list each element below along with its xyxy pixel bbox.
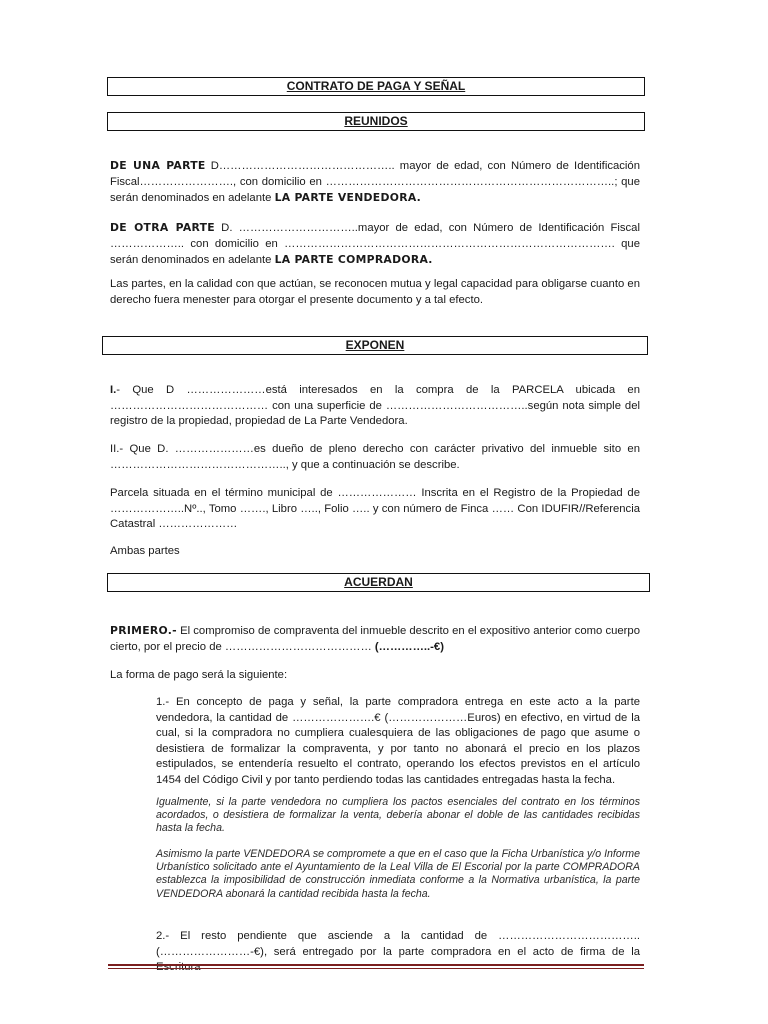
primero-text: El compromiso de compraventa del inmueble descrito en el expositivo anterior como cuerpo cierto, por el precio de ………………………………… bbox=[110, 625, 640, 653]
una-parte-label: DE UNA PARTE bbox=[110, 159, 206, 172]
exponen-heading: EXPONEN bbox=[345, 338, 405, 352]
primero-paragraph bbox=[110, 623, 640, 655]
document-title: CONTRATO DE PAGA Y SEÑAL bbox=[286, 79, 466, 93]
igualmente-paragraph: Igualmente, si la parte vendedora no cumpliera los pactos esenciales del contrato en los términos acordados, o desistiera de formalizar la venta, debería abonar el doble de las cantidades recibidas hasta la fecha. bbox=[156, 796, 640, 835]
punto-1-paragraph: 1.- En concepto de paga y señal, la parte compradora entrega en este acto a la parte vendedora, la cantidad de ………………….€ (…………………Euros) en efectivo, en virtud de la cual, si la compradora no cumpliera cualesquiera de las obligaciones de pago que asume o desistiera de formalizar la compraventa, y por tanto no abonará el precio en los plazos estipulados, se entendería resuelto el contrato, operando los efectos previstos en el artículo 1454 del Código Civil y por tanto perdiendo todas las cantidades entregadas hasta la fecha. bbox=[156, 696, 640, 786]
reunidos-heading: REUNIDOS bbox=[344, 114, 408, 128]
expone-i-label: I. bbox=[110, 384, 117, 396]
reunidos-header bbox=[107, 112, 645, 131]
una-parte-text: D……………………………………….. mayor de edad, con Número de Identificación Fiscal……………………., con domicilio en …………………………………………………………………..; que serán denominados en adelante bbox=[110, 160, 640, 205]
primero-label: PRIMERO.- bbox=[110, 624, 177, 637]
title-box bbox=[107, 77, 645, 96]
exponen-header bbox=[102, 336, 648, 355]
acuerdan-header bbox=[107, 573, 650, 592]
acuerdan-heading: ACUERDAN bbox=[344, 575, 413, 589]
otra-parte-text: D. …………………………..mayor de edad, con Número de Identificación Fiscal ……………….. con domicilio en ……………………………………………………………………………. que serán denominados en adelante bbox=[110, 222, 640, 267]
ambas-partes: Ambas partes bbox=[110, 545, 180, 557]
otra-parte-role: LA PARTE COMPRADORA. bbox=[274, 253, 433, 267]
otra-parte-paragraph bbox=[110, 220, 640, 269]
otra-parte-label: DE OTRA PARTE bbox=[110, 221, 215, 234]
una-parte-role: LA PARTE VENDEDORA. bbox=[274, 191, 422, 205]
expone-ii-paragraph: II.- Que D. …………………es dueño de pleno derecho con carácter privativo del inmueble sito en ……………………………………….., y que a continuación se describe. bbox=[110, 443, 640, 471]
forma-pago: La forma de pago será la siguiente: bbox=[110, 669, 288, 681]
primero-price: (…………..-€) bbox=[374, 640, 444, 653]
punto-2-paragraph: 2.- El resto pendiente que asciende a la cantidad de ……………………………….. (……………………-€), será entregado por la parte compradora en el acto de firma de la bbox=[156, 930, 640, 958]
expone-i-text: - Que D …………………está interesados en la compra de la PARCELA ubicada en …………………………………… con una superficie de ………………………………..según nota simple del registro de la propiedad, propiedad de La Parte Vendedora. bbox=[110, 384, 640, 428]
expone-i-paragraph bbox=[110, 383, 640, 430]
footer-rule-bottom bbox=[108, 968, 644, 969]
asimismo-paragraph: Asimismo la parte VENDEDORA se compromete a que en el caso que la Ficha Urbanística y/o Informe Urbanístico solicitado ante el Ayuntamiento de la Leal Villa de El Escorial por la parte COMPRADORA establezca la imposibilidad de construcción inmediata conforme a la Normativa urbanística, la parte VENDEDORA abonará la cantidad recibida hasta la fecha. bbox=[156, 848, 640, 900]
parcela-paragraph: Parcela situada en el término municipal de ………………… Inscrita en el Registro de la Propiedad de ………………..Nº.., Tomo ……., Libro ….., Folio ….. y con número de Finca …… Con IDUFIR//Referencia Catastral ………………… bbox=[110, 487, 640, 531]
capacidad-paragraph: Las partes, en la calidad con que actúan, se reconocen mutua y legal capacidad para obligarse cuanto en derecho fuera menester para otorgar el presente documento y a tal efecto. bbox=[110, 278, 640, 306]
footer-rule-top bbox=[108, 964, 644, 966]
una-parte-paragraph bbox=[110, 158, 640, 207]
